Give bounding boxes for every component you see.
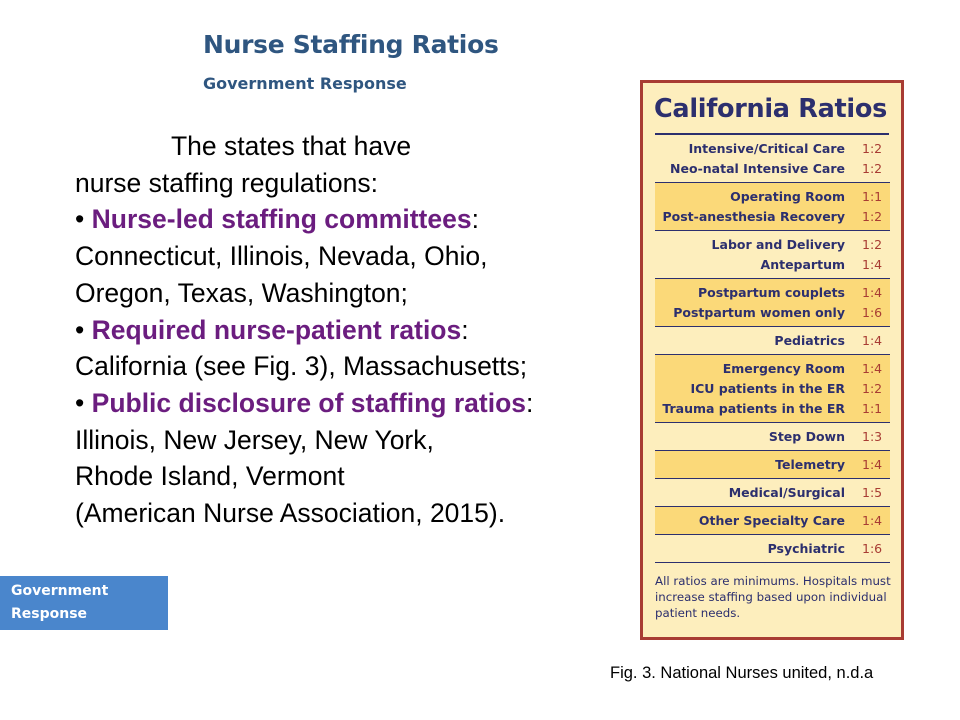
committees-states-line-2: Oregon, Texas, Washington;	[75, 277, 408, 308]
ratio-group	[655, 327, 890, 355]
ratios-states-line-1: California (see Fig. 3), Massachusetts;	[75, 351, 528, 382]
bullet-marker: •	[75, 204, 92, 235]
ratio-group	[655, 451, 890, 479]
figure-caption: Fig. 3. National Nurses united, n.d.a	[610, 664, 874, 682]
ratio-value: 1:1	[862, 188, 883, 204]
unit-label: Neo-natal Intensive Care	[670, 160, 845, 176]
disclosure-states-line-1: Illinois, New Jersey, New York,	[75, 424, 434, 455]
bullet-colon: :	[461, 314, 469, 345]
ratio-row	[655, 482, 890, 502]
committees-states-line-1: Connecticut, Illinois, Nevada, Ohio,	[75, 241, 488, 272]
unit-label: Psychiatric	[767, 540, 845, 556]
ratio-value: 1:5	[862, 484, 883, 500]
ratio-group	[655, 423, 890, 451]
bullet-disclosure-label: Public disclosure of staffing ratios	[91, 387, 527, 418]
unit-label: Intensive/Critical Care	[688, 140, 845, 156]
ratio-value: 1:2	[862, 208, 883, 224]
bullet-ratios-label: Required nurse-patient ratios	[91, 314, 462, 345]
figure-title: California Ratios	[654, 94, 887, 124]
unit-label: Emergency Room	[722, 360, 845, 376]
citation: (American Nurse Association, 2015).	[75, 498, 506, 529]
unit-label: Pediatrics	[774, 332, 845, 348]
ratio-value: 1:4	[862, 512, 883, 528]
intro-line-1: The states that have	[171, 131, 412, 161]
unit-label: Other Specialty Care	[698, 512, 845, 528]
ratio-group	[655, 507, 890, 535]
ratio-value: 1:2	[862, 140, 883, 156]
ratio-row	[655, 538, 890, 558]
unit-label: Post-anesthesia Recovery	[662, 208, 845, 224]
unit-label: Trauma patients in the ER	[662, 400, 845, 416]
unit-label: Telemetry	[775, 456, 845, 472]
unit-label: Labor and Delivery	[711, 236, 845, 252]
ratio-value: 1:3	[862, 428, 883, 444]
ratio-row	[655, 358, 890, 378]
ratio-row	[655, 186, 890, 206]
unit-label: Antepartum	[760, 256, 845, 272]
ratio-value: 1:4	[862, 256, 883, 272]
section-tag	[0, 576, 168, 630]
bullet-colon: :	[526, 387, 534, 418]
ratio-row	[655, 378, 890, 398]
bullet-marker: •	[75, 387, 92, 418]
unit-label: Medical/Surgical	[728, 484, 845, 500]
ratio-row	[655, 426, 890, 446]
ratio-row	[655, 454, 890, 474]
ratio-row	[655, 158, 890, 178]
ratio-value: 1:2	[862, 380, 883, 396]
ratio-row	[655, 330, 890, 350]
bullet-ratios	[75, 312, 635, 349]
ratio-group	[655, 535, 890, 563]
ratio-value: 1:4	[862, 456, 883, 472]
slide-subtitle: Government Response	[203, 74, 407, 93]
section-tag-line-1: Government	[11, 583, 109, 599]
ratio-row	[655, 254, 890, 274]
unit-label: Postpartum women only	[673, 304, 845, 320]
unit-label: Step Down	[768, 428, 845, 444]
ratio-row	[655, 398, 890, 418]
ratio-group	[655, 231, 890, 279]
california-ratios-figure	[640, 80, 904, 640]
bullet-colon: :	[471, 204, 479, 235]
unit-label: Operating Room	[730, 188, 845, 204]
ratio-row	[655, 510, 890, 530]
body-text	[75, 128, 635, 532]
ratio-group	[655, 279, 890, 327]
ratio-group	[655, 479, 890, 507]
ratio-value: 1:2	[862, 160, 883, 176]
intro-line-2: nurse staffing regulations:	[75, 167, 378, 198]
unit-label: Postpartum couplets	[698, 284, 845, 300]
ratio-value: 1:6	[862, 304, 883, 320]
bullet-committees-label: Nurse-led staffing committees	[91, 204, 472, 235]
slide-title: Nurse Staffing Ratios	[203, 30, 499, 59]
ratio-row	[655, 282, 890, 302]
ratio-value: 1:4	[862, 284, 883, 300]
bullet-marker: •	[75, 314, 92, 345]
ratio-value: 1:2	[862, 236, 883, 252]
ratio-row	[655, 302, 890, 322]
ratio-group	[655, 183, 890, 231]
ratio-group	[655, 355, 890, 423]
figure-note: All ratios are minimums. Hospitals must increase staffing based upon individual patient needs.	[655, 574, 891, 620]
ratio-row	[655, 138, 890, 158]
ratio-row	[655, 234, 890, 254]
unit-label: ICU patients in the ER	[690, 380, 845, 396]
ratio-table	[655, 135, 890, 563]
ratio-value: 1:4	[862, 332, 883, 348]
ratio-value: 1:6	[862, 540, 883, 556]
disclosure-states-line-2: Rhode Island, Vermont	[75, 461, 345, 492]
ratio-group	[655, 135, 890, 183]
bullet-committees	[75, 201, 635, 238]
ratio-value: 1:4	[862, 360, 883, 376]
section-tag-line-2: Response	[11, 606, 88, 622]
ratio-row	[655, 206, 890, 226]
bullet-disclosure	[75, 385, 635, 422]
ratio-value: 1:1	[862, 400, 883, 416]
